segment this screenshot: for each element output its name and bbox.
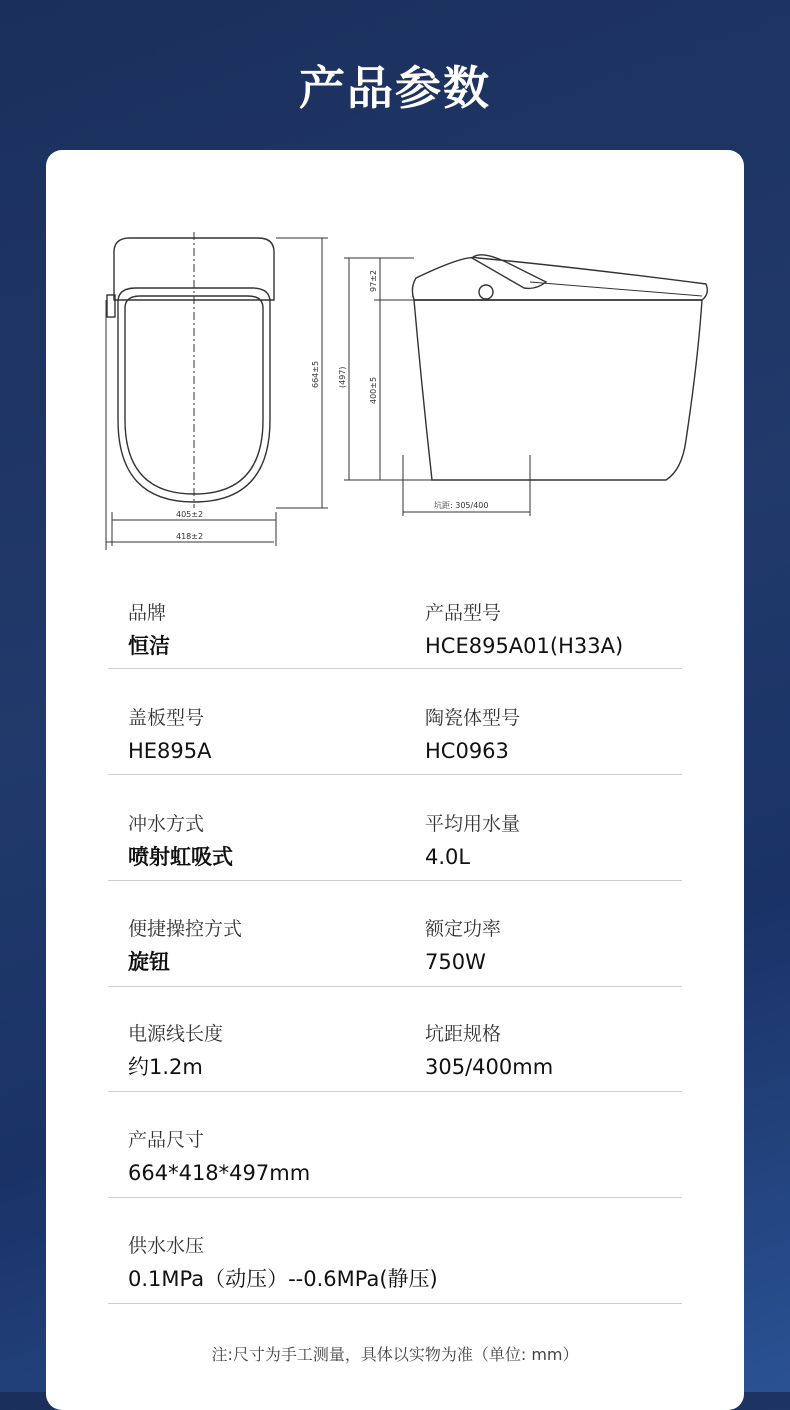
spec-value: 喷射虹吸式 [128,845,233,869]
side-view-body [414,300,702,480]
dim-depth-label: 664±5 [311,360,320,388]
spec-value: HE895A [128,739,212,763]
spec-value: HCE895A01(H33A) [425,634,624,658]
spec-label: 品牌 [128,602,167,624]
spec-label: 平均用水量 [425,813,521,835]
spec-label: 电源线长度 [128,1023,224,1045]
spec-label: 额定功率 [425,918,502,940]
spec-value: 约1.2m [128,1055,203,1079]
spec-row-size [108,1129,682,1198]
knob-icon [479,285,493,299]
footnote: 注:尺寸为手工测量，具体以实物为准（单位: mm） [211,1345,579,1364]
spec-row-flush [108,813,682,881]
side-view-lid [412,257,707,300]
spec-label: 产品型号 [425,602,502,624]
spec-row-control [108,918,682,987]
spec-value: 0.1MPa（动压）--0.6MPa(静压) [128,1267,438,1291]
spec-value: 305/400mm [425,1055,554,1079]
spec-label: 供水水压 [128,1235,205,1257]
dim-seat-height-label: 400±5 [369,376,378,404]
spec-row-power [108,1023,682,1092]
spec-label: 陶瓷体型号 [425,707,521,729]
spec-label: 坑距规格 [425,1023,502,1045]
spec-value: 恒洁 [128,634,170,658]
spec-value: 旋钮 [128,950,170,974]
spec-row-models [108,707,682,775]
spec-row-pressure [108,1235,682,1304]
spec-row-brand [108,602,682,669]
dim-lid-label: 97±2 [369,270,378,292]
spec-label: 产品尺寸 [128,1129,205,1151]
spec-value: 750W [425,950,486,974]
spec-label: 冲水方式 [128,813,205,835]
rough-in-label: 坑距: 305/400 [434,501,489,510]
spec-value: HC0963 [425,739,509,763]
spec-label: 便捷操控方式 [128,918,243,940]
dim-height-label: (497) [338,366,347,388]
spec-value: 664*418*497mm [128,1161,311,1185]
dim-inner-width-label: 405±2 [176,510,204,519]
dimension-drawing [46,150,744,570]
spec-label: 盖板型号 [128,707,205,729]
spec-value: 4.0L [425,845,471,869]
spec-card [46,150,744,1410]
dim-outer-width-label: 418±2 [176,532,204,541]
page-title: 产品参数 [299,61,491,115]
